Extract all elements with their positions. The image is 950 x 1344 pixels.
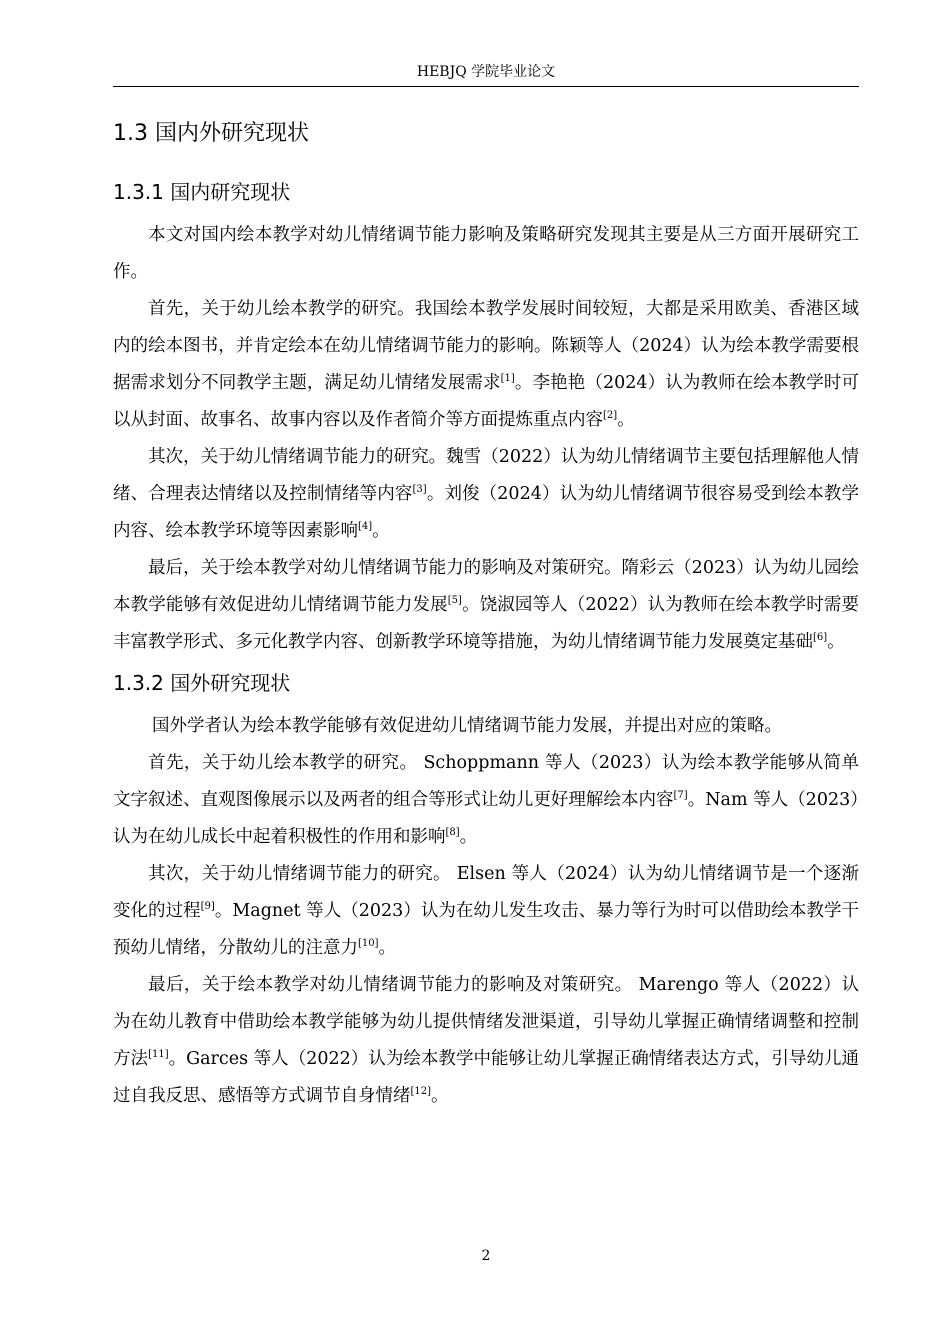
citation: [1] (500, 373, 515, 384)
citation: [3] (412, 484, 427, 495)
page-body (113, 118, 859, 1115)
paragraph: 最后，关于绘本教学对幼儿情绪调节能力的影响及对策研究。隋彩云（2023）认为幼儿园绘本教学能够有效促进幼儿情绪调节能力发展[5]。饶淑园等人（2022）认为教师在绘本教学时需要丰富教学形式、多元化教学内容、创新教学环境等措施，为幼儿情绪调节能力发展奠定基础[6]。 (113, 558, 859, 652)
paragraph: 其次，关于幼儿情绪调节能力的研究。 Elsen 等人（2024）认为幼儿情绪调节是一个逐渐变化的过程[9]。Magnet 等人（2023）认为在幼儿发生攻击、暴力等行为时可以借助绘本教学干预幼儿情绪，分散幼儿的注意力[10]。 (113, 864, 860, 958)
citation: [9] (200, 901, 215, 912)
citation: [6] (813, 632, 828, 643)
paragraph: 国外学者认为绘本教学能够有效促进幼儿情绪调节能力发展，并提出对应的策略。 (152, 716, 782, 736)
header-divider (113, 86, 859, 87)
section-title: 1.3 国内外研究现状 (113, 121, 309, 146)
subsection-title-foreign: 1.3.2 国外研究现状 (113, 671, 291, 695)
citation: [8] (445, 827, 460, 838)
paragraph: 其次，关于幼儿情绪调节能力的研究。魏雪（2022）认为幼儿情绪调节主要包括理解他人情绪、合理表达情绪以及控制情绪等内容[3]。刘俊（2024）认为幼儿情绪调节很容易受到绘本教学内容、绘本教学环境等因素影响[4]。 (113, 447, 859, 541)
subsection-title-domestic: 1.3.1 国内研究现状 (113, 180, 291, 204)
page-number: 2 (481, 1248, 491, 1264)
paragraph: 本文对国内绘本教学对幼儿情绪调节能力影响及策略研究发现其主要是从三方面开展研究工作。 (113, 225, 859, 282)
citation: [12] (410, 1086, 432, 1097)
citation: [7] (673, 790, 688, 801)
citation: [2] (603, 410, 618, 421)
citation: [5] (447, 595, 462, 606)
paragraph: 最后，关于绘本教学对幼儿情绪调节能力的影响及对策研究。 Marengo 等人（2022）认为在幼儿教育中借助绘本教学能够为幼儿提供情绪发泄渠道，引导幼儿掌握正确情绪调整和控制方法[11]。Garces 等人（2022）认为绘本教学中能够让幼儿掌握正确情绪表达方式，引导幼儿通过自我反思、感悟等方式调节自身情绪[12]。 (113, 975, 860, 1106)
paragraph: 首先，关于幼儿绘本教学的研究。 Schoppmann 等人（2023）认为绘本教学能够从简单文字叙述、直观图像展示以及两者的组合等形式让幼儿更好理解绘本内容[7]。Nam 等人（2023）认为在幼儿成长中起着积极性的作用和影响[8]。 (113, 753, 859, 847)
page-header: HEBJQ 学院毕业论文 (416, 64, 556, 80)
citation: [10] (358, 938, 379, 949)
citation: [11] (148, 1049, 169, 1060)
paragraph: 首先，关于幼儿绘本教学的研究。我国绘本教学发展时间较短，大都是采用欧美、香港区域内的绘本图书，并肯定绘本在幼儿情绪调节能力的影响。陈颖等人（2024）认为绘本教学需要根据需求划分不同教学主题，满足幼儿情绪发展需求[1]。李艳艳（2024）认为教师在绘本教学时可以从封面、故事名、故事内容以及作者简介等方面提炼重点内容[2]。 (113, 299, 859, 430)
citation: [4] (358, 521, 373, 532)
